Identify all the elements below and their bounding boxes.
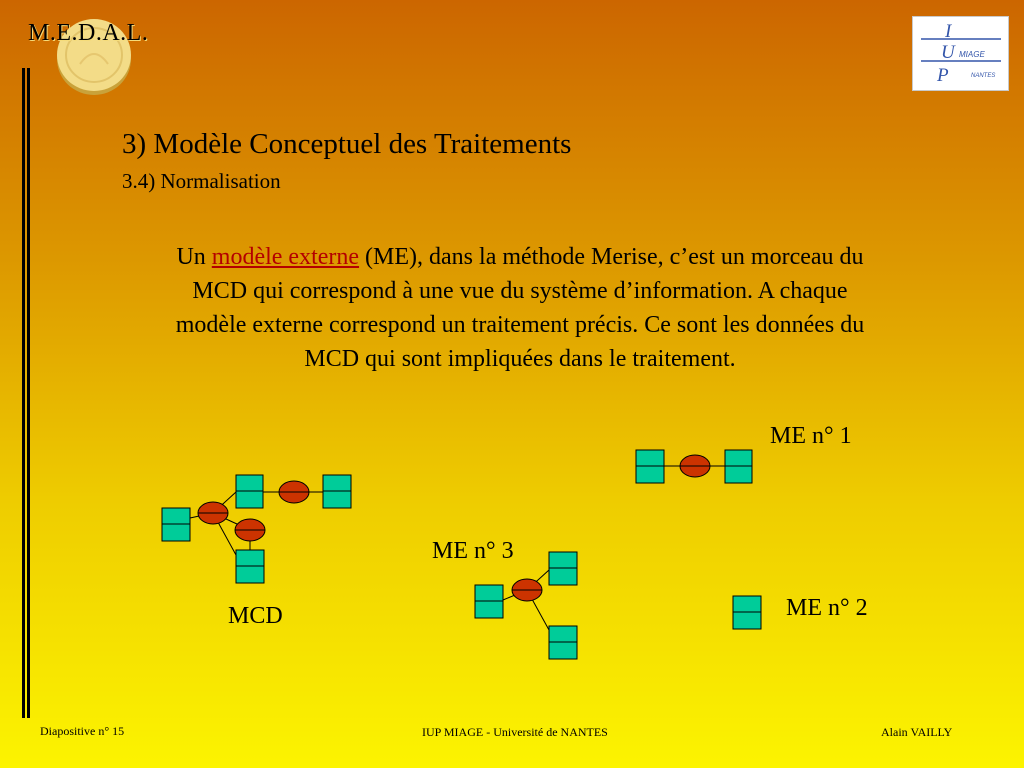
me1-label: ME n° 1 bbox=[770, 423, 852, 449]
mcd-entity bbox=[236, 550, 264, 583]
me2-entity bbox=[733, 596, 761, 629]
body-prefix: Un bbox=[176, 244, 212, 270]
iup-letter-p: P bbox=[937, 65, 949, 86]
medal-logo-text: M.E.D.A.L. bbox=[28, 20, 149, 46]
me3-relation bbox=[512, 579, 542, 601]
footer-slide-number: Diapositive n° 15 bbox=[40, 724, 125, 738]
body-text: (ME), dans la méthode Merise, c’est un morceau du MCD qui correspond à une vue du système d’information. A chaque modèle externe correspond un traitement précis. Ce sont les données du MCD qui sont impliquées dans le traitement. bbox=[175, 244, 865, 372]
mcd-entity bbox=[323, 475, 351, 508]
mcd-relation bbox=[279, 481, 309, 503]
mcd-relation bbox=[198, 502, 228, 524]
me2-label: ME n° 2 bbox=[786, 595, 868, 621]
me1-entity bbox=[636, 450, 664, 483]
footer-university: IUP MIAGE - Université de NANTES bbox=[422, 725, 608, 739]
me3-label: ME n° 3 bbox=[432, 538, 514, 564]
iup-word-miage: MIAGE bbox=[959, 50, 985, 59]
me1-entity bbox=[725, 450, 752, 483]
mcd-label: MCD bbox=[228, 603, 283, 629]
iup-letter-u: U bbox=[941, 42, 955, 63]
mcd-entity bbox=[236, 475, 263, 508]
iup-letter-i: I bbox=[945, 21, 952, 42]
slide-title: 3) Modèle Conceptuel des Traitements bbox=[122, 128, 572, 160]
iup-word-nantes: NANTES bbox=[971, 73, 996, 79]
mcd-relation bbox=[235, 519, 265, 541]
me3-entity bbox=[475, 585, 503, 618]
me3-entity bbox=[549, 626, 577, 659]
me3-entity bbox=[549, 552, 577, 585]
modele-externe-link[interactable]: modèle externe bbox=[211, 244, 360, 270]
mcd-entity bbox=[162, 508, 190, 541]
footer-author: Alain VAILLY bbox=[881, 725, 953, 739]
me1-relation bbox=[680, 455, 710, 477]
slide-subtitle: 3.4) Normalisation bbox=[122, 169, 281, 193]
